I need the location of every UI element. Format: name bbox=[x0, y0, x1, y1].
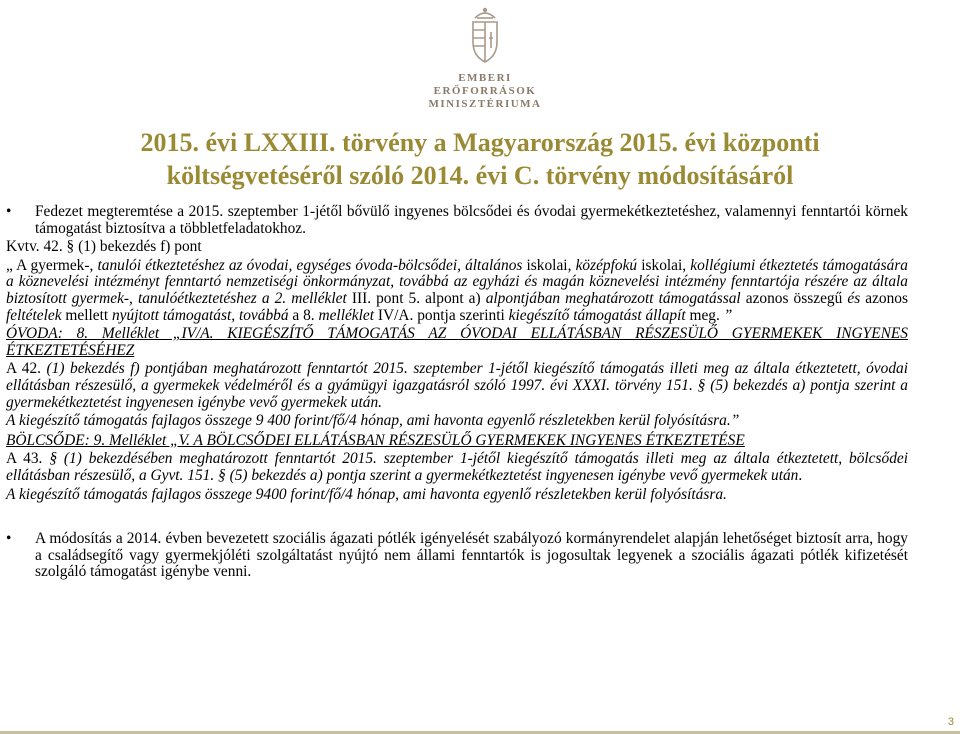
page-title-line-2: költségvetéséről szóló 2014. évi C. törvény módosításáról bbox=[166, 161, 794, 190]
quote-text: iskolai, bbox=[522, 256, 576, 274]
bolcsode-heading: BÖLCSŐDE: 9. Melléklet „V. A BÖLCSŐDEI ELLÁTÁSBAN RÉSZESÜLŐ GYERMEKEK INGYENES ÉTKEZTETÉSE bbox=[6, 431, 745, 449]
ovoda-paragraph-2: A kiegészítő támogatás fajlagos összege 9 400 forint/fő/4 hónap, ami havonta egyenlő részletekben kerül folyósításra.” bbox=[6, 412, 740, 430]
kvtv-reference: Kvtv. 42. § (1) bekezdés f) pont bbox=[6, 238, 202, 256]
quote-text: tanulói étkeztetéshez az óvodai, egységes óvoda-bölcsődei, általános bbox=[97, 256, 523, 274]
quote-text: és bbox=[847, 289, 861, 307]
quote-text: ” bbox=[719, 306, 733, 324]
bullet-item-funding bbox=[6, 204, 908, 237]
quote-text: „ A gyermek-, bbox=[6, 256, 98, 274]
quote-text: kiegészítő támogatást állapít bbox=[508, 306, 686, 324]
bolcsode-text: § (1) bekezdésében meghatározott fenntartót 2015. szeptember 1-jétől kiegészítő támogatás illeti meg az általa étkeztetett, bölcsődei ellátásban részesülő, a Gyvt. 151. § (5) bekezdés a) pontja szerint a gyermekétkeztetést ingyenesen igénybe vevő gyermekek után bbox=[6, 450, 908, 484]
quote-text: alpontjában meghatározott támogatással bbox=[485, 289, 741, 307]
quote-text: mellett bbox=[61, 306, 112, 324]
bullet-item-social-supplement bbox=[6, 531, 908, 581]
bullet-dot-icon: • bbox=[6, 203, 12, 220]
quote-text: a 8. bbox=[288, 306, 319, 324]
quote-text: III. pont 5. alpont a) bbox=[346, 289, 486, 307]
quote-text: középfokú bbox=[575, 256, 638, 274]
page-number: 3 bbox=[947, 716, 954, 728]
ovoda-text: (1) bekezdés f) pontjában meghatározott fenntartót 2015. szeptember 1-jétől kiegészítő támogatás illeti meg az általa étkeztetett, óvodai ellátásban részesülő, a gyermekek védelméről és a gyámügyi igazgatásról szóló 1997. évi XXXI. törvény 151. § (5) bekezdés a) pontja szerint a gyermekétkeztetést ingyenesen igénybe vevő gyermekek után. bbox=[6, 360, 908, 411]
ovoda-paragraph-1 bbox=[6, 361, 908, 411]
page-title-line-1: 2015. évi LXXIII. törvény a Magyarország 2015. évi központi bbox=[140, 128, 820, 157]
logo-line-2: MINISZTÉRIUMA bbox=[428, 98, 542, 110]
quote-text: kollégiumi étkeztetés támogatására a köznevelési intézményt fenntartó nemzetiségi önkormányzat, továbbá az egyházi és magán köznevelési intézmény fenntartója részére az általa biztosított gyermek-, tanulóétkeztetéshez a 2. melléklet bbox=[6, 256, 908, 307]
bullet-text: Fedezet megteremtése a 2015. szeptember 1-jétől bővülő ingyenes bölcsődei és óvodai gyermekétkeztetéshez, valamennyi fenntartói körnek támogatást biztosítva a többletfeladatokhoz. bbox=[35, 203, 908, 237]
hungarian-coat-of-arms-icon bbox=[465, 4, 505, 66]
bolcsode-text: A 43. bbox=[6, 450, 50, 468]
quote-text: feltételek bbox=[6, 306, 62, 324]
bolcsode-paragraph-1 bbox=[6, 451, 908, 484]
bullet-dot-icon: • bbox=[6, 530, 12, 548]
document-body bbox=[6, 204, 908, 581]
quote-text: azonos bbox=[860, 289, 908, 307]
bullet-text: A módosítás a 2014. évben bevezetett szociális ágazati pótlék igényelését szabályozó kormányrendelet alapján lehetőséget biztosít arra, hogy a családsegítő vagy gyermekjóléti szolgáltatást nyújtó nem állami fenntartók is jogosultak legyenek a szociális ágazati pótlék kifizetését szolgáló támogatást igénybe venni. bbox=[35, 530, 908, 581]
logo-line-1: EMBERI ERŐFORRÁSOK bbox=[433, 72, 537, 97]
ministry-logo bbox=[405, 4, 565, 112]
bolcsode-paragraph-2: A kiegészítő támogatás fajlagos összege 9400 forint/fő/4 hónap, ami havonta egyenlő részletekben kerül folyósításra. bbox=[6, 485, 727, 503]
quote-text: IV/A. pontja szerinti bbox=[374, 306, 509, 324]
ovoda-heading: ÓVODA: 8. Melléklet „IV/A. KIEGÉSZÍTŐ TÁMOGATÁS AZ ÓVODAI ELLÁTÁSBAN RÉSZESÜLŐ GYERMEKEK INGYENES ÉTKEZTETÉSÉHEZ bbox=[6, 325, 908, 359]
quote-text: nyújtott támogatást, továbbá bbox=[111, 306, 289, 324]
quote-text: melléklet bbox=[318, 306, 375, 324]
page-title bbox=[0, 126, 960, 192]
quote-text: meg. bbox=[685, 306, 720, 324]
quoted-provision bbox=[6, 258, 908, 324]
quote-text: azonos összegű bbox=[740, 289, 848, 307]
bolcsode-text: . bbox=[798, 466, 803, 484]
ovoda-text: A 42. bbox=[6, 360, 47, 378]
quote-text: iskolai, bbox=[637, 256, 691, 274]
